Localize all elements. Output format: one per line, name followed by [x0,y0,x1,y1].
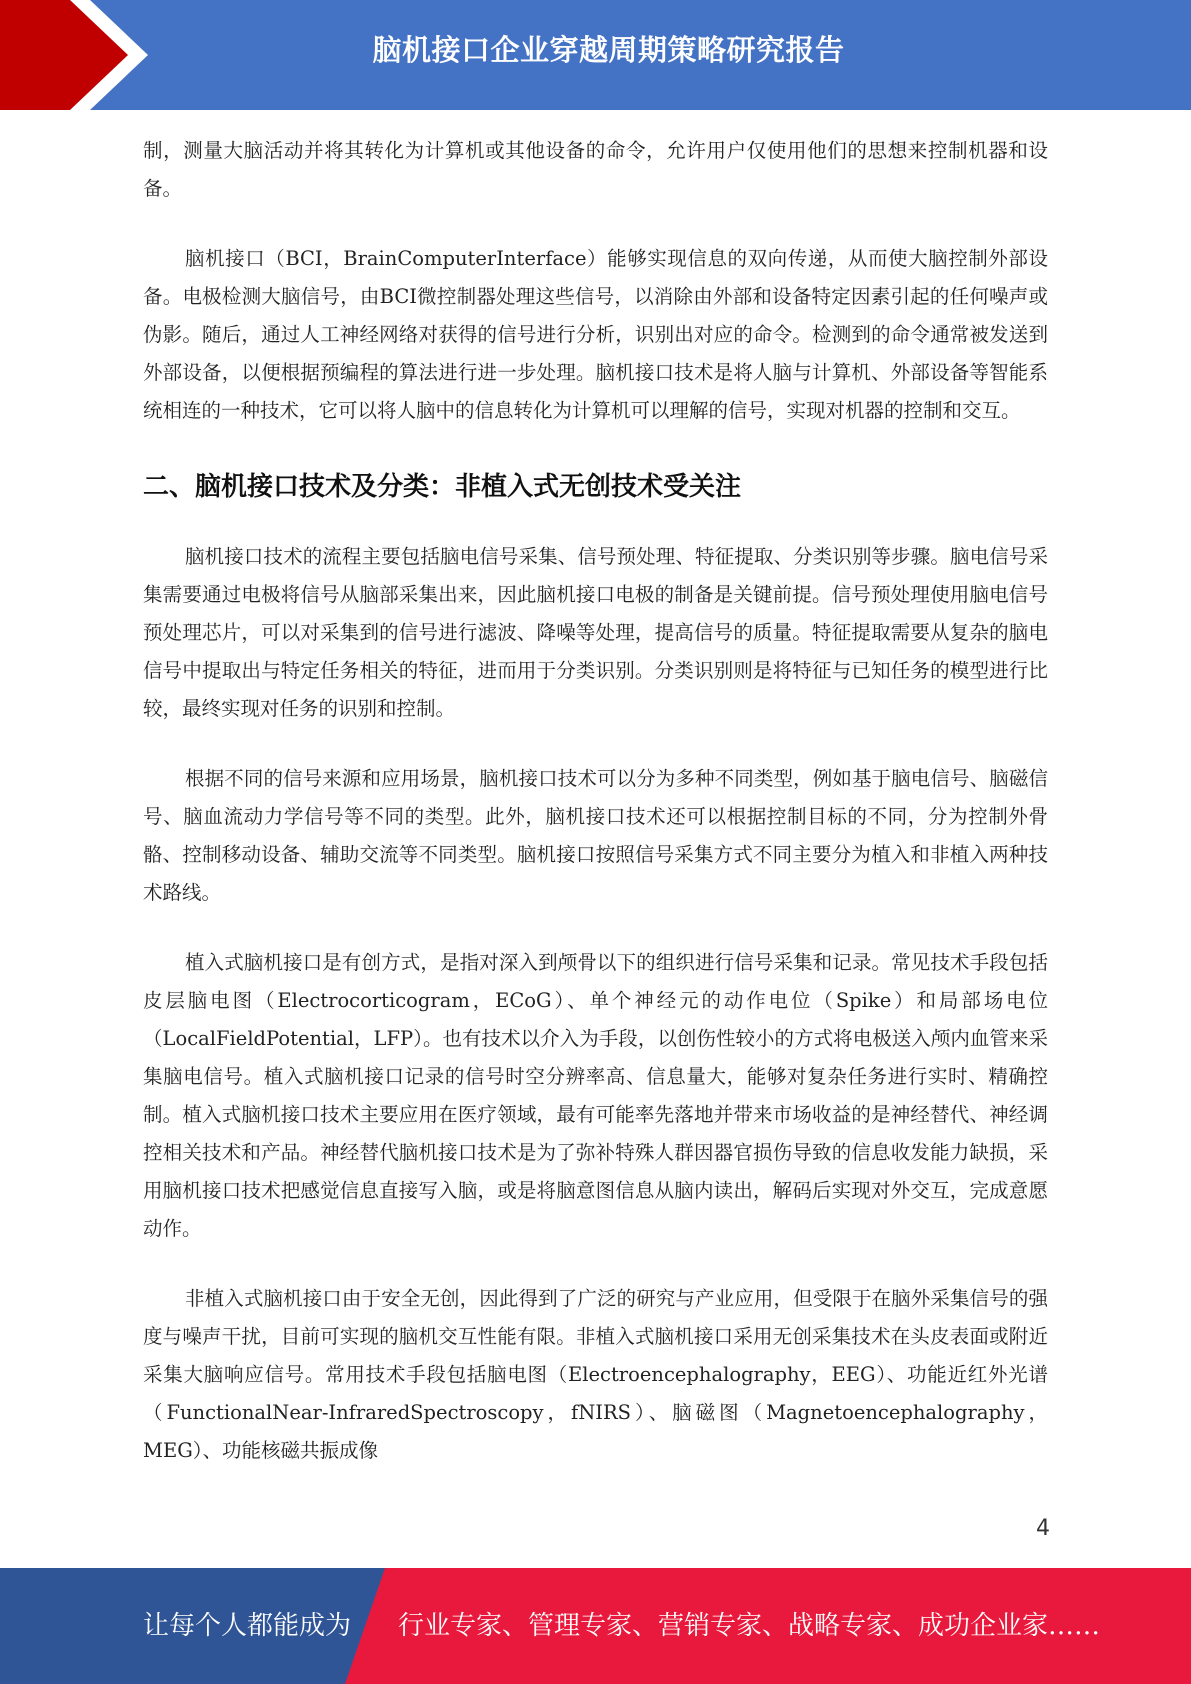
section-heading: 二、脑机接口技术及分类：非植入式无创技术受关注 [143,472,742,502]
paragraph-bci-types: 根据不同的信号来源和应用场景，脑机接口技术可以分为多种不同类型，例如基于脑电信号、脑磁信号、脑血流动力学信号等不同的类型。此外，脑机接口技术还可以根据控制目标的不同，分为控制外骨骼、控制移动设备、辅助交流等不同类型。脑机接口按照信号采集方式不同主要分为植入和非植入两种技术路线。 [143,767,1048,904]
paragraph-bci-definition: 脑机接口（BCI，BrainComputerInterface）能够实现信息的双向传递，从而使大脑控制外部设备。电极检测大脑信号，由BCI微控制器处理这些信号，以消除由外部和设备特定因素引起的任何噪声或伪影。随后，通过人工神经网络对获得的信号进行分析，识别出对应的命令。检测到的命令通常被发送到外部设备，以便根据预编程的算法进行进一步处理。脑机接口技术是将人脑与计算机、外部设备等智能系统相连的一种技术，它可以将人脑中的信息转化为计算机可以理解的信号，实现对机器的控制和交互。 [143,247,1048,422]
paragraph-continuation: 制，测量大脑活动并将其转化为计算机或其他设备的命令，允许用户仅使用他们的思想来控制机器和设备。 [143,139,1048,200]
report-body [143,132,1048,1502]
report-title: 脑机接口企业穿越周期策略研究报告 [372,33,845,67]
paragraph-noninvasive-bci: 非植入式脑机接口由于安全无创，因此得到了广泛的研究与产业应用，但受限于在脑外采集信号的强度与噪声干扰，目前可实现的脑机交互性能有限。非植入式脑机接口采用无创采集技术在头皮表面或附近采集大脑响应信号。常用技术手段包括脑电图（Electroencephalography，EEG）、功能近红外光谱（FunctionalNear-InfraredSpectroscopy，fNIRS）、脑磁图（Magnetoencephalography，MEG）、功能核磁共振成像 [143,1287,1048,1462]
footer-slogan-right: 行业专家、管理专家、营销专家、战略专家、成功企业家…… [398,1611,1101,1641]
page-header [0,0,1191,110]
page-footer [0,1568,1191,1684]
paragraph-invasive-bci: 植入式脑机接口是有创方式，是指对深入到颅骨以下的组织进行信号采集和记录。常见技术手段包括皮层脑电图（Electrocorticogram，ECoG）、单个神经元的动作电位（Spike）和局部场电位（LocalFieldPotential，LFP）。也有技术以介入为手段，以创伤性较小的方式将电极送入颅内血管来采集脑电信号。植入式脑机接口记录的信号时空分辨率高、信息量大，能够对复杂任务进行实时、精确控制。植入式脑机接口技术主要应用在医疗领域，最有可能率先落地并带来市场收益的是神经替代、神经调控相关技术和产品。神经替代脑机接口技术是为了弥补特殊人群因器官损伤导致的信息收发能力缺损，采用脑机接口技术把感觉信息直接写入脑，或是将脑意图信息从脑内读出，解码后实现对外交互，完成意愿动作。 [143,951,1048,1240]
footer-slogan-left: 让每个人都能成为 [143,1611,352,1641]
page-number: 4 [1036,1516,1050,1541]
paragraph-bci-process: 脑机接口技术的流程主要包括脑电信号采集、信号预处理、特征提取、分类识别等步骤。脑电信号采集需要通过电极将信号从脑部采集出来，因此脑机接口电极的制备是关键前提。信号预处理使用脑电信号预处理芯片，可以对采集到的信号进行滤波、降噪等处理，提高信号的质量。特征提取需要从复杂的脑电信号中提取出与特定任务相关的特征，进而用于分类识别。分类识别则是将特征与已知任务的模型进行比较，最终实现对任务的识别和控制。 [143,545,1048,720]
